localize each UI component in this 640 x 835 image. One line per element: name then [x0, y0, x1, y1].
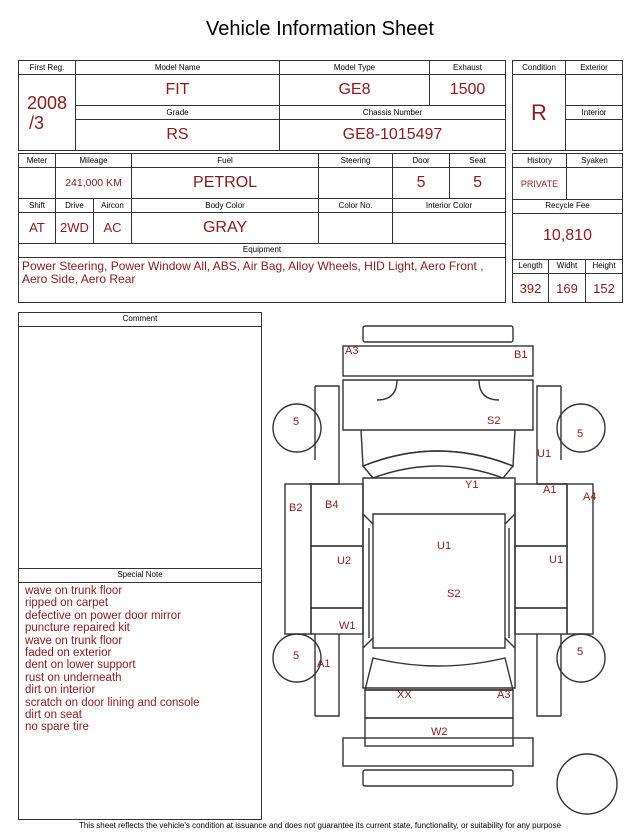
car-damage-diagram	[265, 318, 625, 820]
spare-tire-shape	[557, 754, 617, 814]
exterior-label: Exterior	[566, 61, 623, 75]
special-note-item: faded on exterior	[25, 647, 112, 660]
front-panel	[343, 380, 533, 430]
special-note-item: dirt on seat	[25, 709, 82, 722]
interior-label: Interior	[566, 106, 623, 120]
chassis-label: Chassis Number	[280, 106, 506, 120]
special-note-list	[19, 583, 261, 734]
mark-a1-right: A1	[543, 484, 557, 496]
recycle-fee-value: 10,810	[513, 214, 623, 260]
shift-value: AT	[19, 213, 56, 244]
right-front-door	[515, 484, 567, 546]
windshield	[363, 451, 513, 478]
mark-s2-roof: S2	[447, 588, 461, 600]
mileage-value: 241,000 KM	[56, 168, 132, 199]
mark-b1-front: B1	[514, 349, 528, 361]
rear-bumper	[343, 738, 533, 766]
syaken-label: Syaken	[567, 154, 623, 168]
special-note-item: wave on trunk floor	[25, 634, 123, 647]
shift-label: Shift	[19, 198, 56, 212]
special-note-header: Special Note	[19, 569, 261, 583]
first-reg-month: /3	[29, 112, 45, 133]
mark-a4: A4	[583, 491, 597, 503]
special-note-item: wave on trunk floor	[25, 585, 123, 597]
cabin-outline	[363, 478, 515, 688]
seat-label: Seat	[450, 154, 506, 168]
mark-u1-right-door: U1	[549, 554, 564, 566]
model-type-value: GE8	[280, 75, 430, 106]
tire-fl-value: 5	[293, 416, 300, 428]
comment-panel	[18, 312, 262, 820]
first-reg-year: 2008	[26, 92, 68, 113]
special-note-item: no spare tire	[25, 721, 89, 734]
mark-b4: B4	[325, 499, 339, 511]
steering-value	[319, 168, 393, 199]
right-rear-fender	[537, 634, 561, 716]
body-color-label: Body Color	[132, 198, 319, 212]
aircon-label: Aircon	[94, 198, 132, 212]
left-front-door	[311, 484, 363, 546]
left-front-fender	[309, 386, 339, 484]
mark-w2: W2	[431, 726, 448, 738]
history-table	[512, 153, 623, 303]
length-value: 392	[513, 274, 549, 303]
seat-value: 5	[450, 168, 506, 199]
roof	[373, 514, 505, 648]
comment-body	[19, 327, 261, 569]
chassis-value: GE8-1015497	[280, 120, 506, 151]
condition-value: R	[513, 75, 566, 151]
comment-header: Comment	[19, 313, 261, 327]
tire-rr-value: 5	[577, 646, 584, 658]
special-note-item: defective on power door mirror	[25, 609, 181, 622]
special-note-item: rust on underneath	[25, 671, 122, 684]
rear-gate	[365, 690, 513, 718]
grade-label: Grade	[76, 106, 280, 120]
color-no-label: Color No.	[319, 198, 393, 212]
height-label: Height	[586, 259, 623, 273]
meter-value	[19, 168, 56, 199]
width-label: Widht	[549, 259, 586, 273]
rear-bumper-bottom	[363, 770, 513, 786]
length-label: Length	[513, 259, 549, 273]
mark-a3-front: A3	[345, 345, 359, 357]
vehicle-main-table	[18, 60, 506, 151]
mark-u2: U2	[337, 555, 352, 567]
hood	[361, 430, 515, 466]
tire-rl-value: 5	[293, 650, 300, 662]
fuel-label: Fuel	[132, 154, 319, 168]
specs-table	[18, 153, 506, 303]
mark-a3-rear: A3	[497, 689, 511, 701]
model-name-label: Model Name	[76, 61, 280, 75]
aircon-value: AC	[94, 213, 132, 244]
history-label: History	[513, 154, 567, 168]
interior-color-label: Interior Color	[393, 198, 506, 212]
tire-fr-value: 5	[577, 428, 584, 440]
special-note-item: scratch on door lining and console	[25, 696, 200, 709]
history-value: PRIVATE	[513, 168, 567, 199]
front-bumper-top	[363, 326, 513, 342]
mark-y1: Y1	[465, 479, 479, 491]
tire-rear-right-shape	[557, 634, 605, 682]
interior-color-value	[393, 213, 506, 244]
right-rear-quarter	[515, 608, 567, 634]
condition-table	[512, 60, 623, 151]
front-bumper	[343, 346, 533, 376]
disclaimer-footer: This sheet reflects the vehicle's condition at issuance and does not guarantee its current state, functionality, or suitability for any purpose	[78, 821, 562, 830]
condition-label: Condition	[513, 61, 566, 75]
grade-value: RS	[76, 120, 280, 151]
rear-window	[365, 658, 513, 690]
right-side-sill	[567, 484, 593, 634]
exhaust-label: Exhaust	[430, 61, 506, 75]
first-reg-label: First Reg.	[19, 61, 76, 75]
syaken-value	[567, 168, 623, 199]
special-note-item: dent on lower support	[25, 659, 136, 672]
meter-label: Meter	[19, 154, 56, 168]
special-note-item: ripped on carpet	[25, 597, 109, 610]
special-note-item: puncture repaired kit	[25, 622, 130, 635]
steering-label: Steering	[319, 154, 393, 168]
drive-label: Drive	[56, 198, 94, 212]
height-value: 152	[586, 274, 623, 303]
model-name-value: FIT	[76, 75, 280, 106]
mark-b2: B2	[289, 502, 303, 514]
special-note-item: dirt on interior	[25, 684, 96, 697]
door-value: 5	[393, 168, 450, 199]
tire-front-left-shape	[273, 404, 321, 452]
right-front-fender	[537, 386, 567, 484]
recycle-fee-label: Recycle Fee	[513, 199, 623, 213]
color-no-value	[319, 213, 393, 244]
interior-value	[566, 120, 623, 151]
exterior-value	[566, 75, 623, 106]
equipment-value: Power Steering, Power Window All, ABS, Air Bag, Alloy Wheels, HID Light, Aero Front , Aero Side, Aero Rear	[19, 258, 506, 303]
page-title: Vehicle Information Sheet	[206, 18, 434, 40]
mileage-label: Mileage	[56, 154, 132, 168]
exhaust-value: 1500	[430, 75, 506, 106]
mark-u1-right-fender: U1	[537, 448, 552, 460]
mark-w1: W1	[339, 620, 356, 632]
mark-a1-left-rear: A1	[317, 658, 331, 670]
mark-s2-hood: S2	[487, 415, 501, 427]
drive-value: 2WD	[56, 213, 94, 244]
fuel-value: PETROL	[132, 168, 319, 199]
body-color-value: GRAY	[132, 213, 319, 244]
mark-u1-roof: U1	[437, 540, 452, 552]
first-reg-value	[19, 75, 76, 151]
mark-xx: XX	[397, 689, 412, 701]
equipment-label: Equipment	[19, 243, 506, 257]
model-type-label: Model Type	[280, 61, 430, 75]
width-value: 169	[549, 274, 586, 303]
door-label: Door	[393, 154, 450, 168]
